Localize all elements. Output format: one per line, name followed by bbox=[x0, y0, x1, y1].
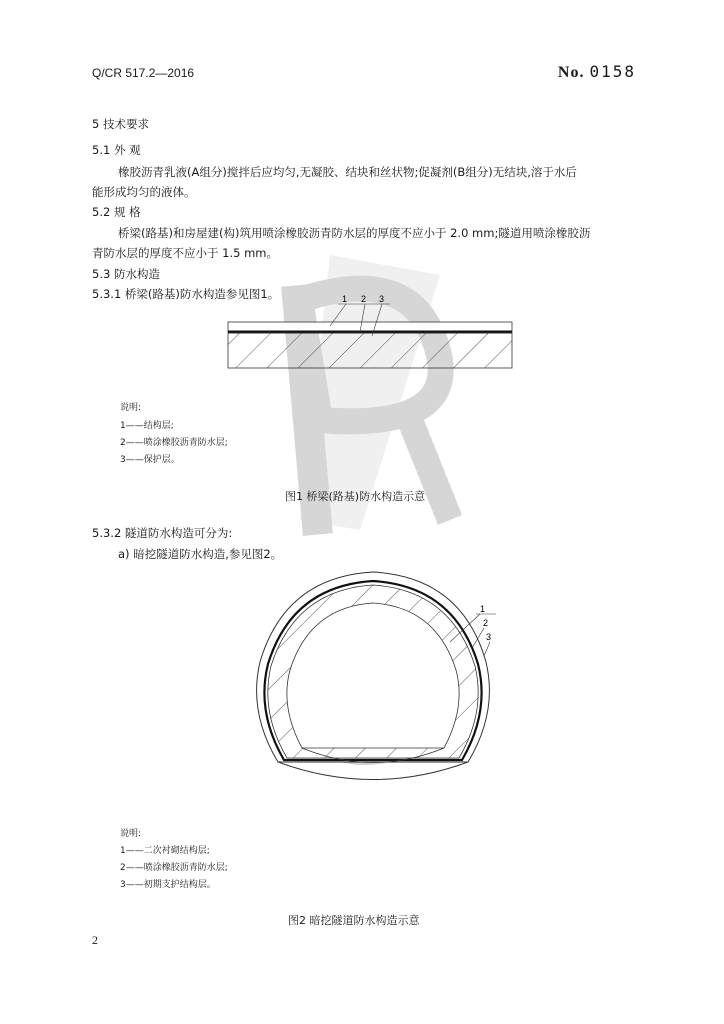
figure1-legend-item-1: 1——结构层; bbox=[120, 421, 174, 431]
figure2-legend-title: 说明: bbox=[120, 829, 142, 839]
section-5-heading: 5 技术要求 bbox=[92, 117, 149, 131]
figure2-callout-3: 3 bbox=[486, 632, 492, 642]
standard-code: Q/CR 517.2—2016 bbox=[92, 66, 195, 80]
figure2-legend-item-2: 2——喷涂橡胶沥青防水层; bbox=[120, 863, 228, 873]
section-5-3-1-text: 5.3.1 桥梁(路基)防水构造参见图1。 bbox=[92, 287, 280, 301]
figure1-callout-1: 1 bbox=[342, 294, 348, 304]
figure1-caption: 图1 桥梁(路基)防水构造示意 bbox=[285, 490, 426, 503]
section-5-3-2-text: 5.3.2 隧道防水构造可分为: bbox=[92, 526, 233, 540]
figure2-callout-2: 2 bbox=[483, 618, 489, 628]
figure1-diagram bbox=[220, 290, 520, 390]
no-label: No. bbox=[557, 64, 585, 81]
figure2-callout-1: 1 bbox=[480, 604, 486, 614]
page-number: 2 bbox=[92, 933, 98, 947]
section-5-2-paragraph-line1: 桥梁(路基)和房屋建(构)筑用喷涂橡胶沥青防水层的厚度不应小于 2.0 mm;隧道用喷涂橡胶沥 bbox=[118, 226, 591, 240]
figure1-callout-3: 3 bbox=[379, 294, 385, 304]
figure1-callout-2: 2 bbox=[361, 294, 367, 304]
section-5-1-paragraph-line1: 橡胶沥青乳液(A组分)搅拌后应均匀,无凝胶、结块和丝状物;促凝剂(B组分)无结块,溶于水后 bbox=[118, 165, 577, 179]
section-5-2-heading: 5.2 规 格 bbox=[92, 205, 141, 219]
figure2-legend-item-3: 3——初期支护结构层。 bbox=[120, 880, 216, 890]
section-5-1-paragraph-line2: 能形成均匀的液体。 bbox=[92, 185, 196, 199]
no-value: 0158 bbox=[589, 62, 636, 81]
section-5-3-heading: 5.3 防水构造 bbox=[92, 267, 160, 281]
document-number bbox=[558, 62, 636, 82]
figure2-caption: 图2 暗挖隧道防水构造示意 bbox=[288, 914, 420, 927]
figure1-legend-title: 说明: bbox=[120, 403, 142, 413]
figure1-legend-item-3: 3——保护层。 bbox=[120, 455, 180, 465]
section-5-2-paragraph-line2: 青防水层的厚度不应小于 1.5 mm。 bbox=[92, 246, 279, 260]
section-5-3-2-a-text: a) 暗挖隧道防水构造,参见图2。 bbox=[118, 547, 283, 561]
figure2-legend-item-1: 1——二次衬砌结构层; bbox=[120, 846, 210, 856]
section-5-1-heading: 5.1 外 观 bbox=[92, 143, 141, 157]
figure2-diagram bbox=[240, 562, 510, 802]
figure1-legend-item-2: 2——喷涂橡胶沥青防水层; bbox=[120, 438, 228, 448]
